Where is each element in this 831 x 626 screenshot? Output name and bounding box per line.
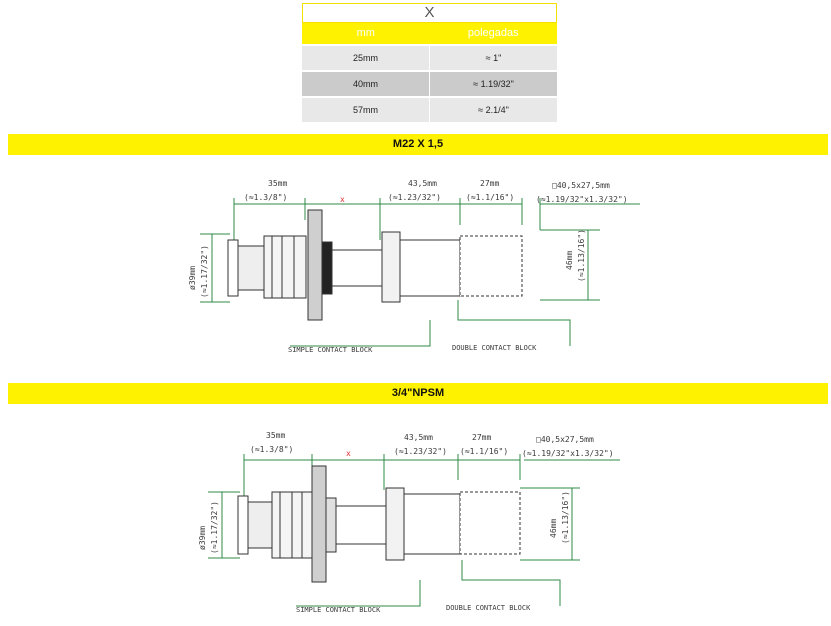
label-simple-contact-block: SIMPLE CONTACT BLOCK (288, 346, 373, 354)
table-row (302, 44, 557, 70)
cell-inches: ≈ 1.19/32" (429, 72, 557, 96)
section-title-m22: M22 X 1,5 (8, 134, 828, 155)
dim-height-in: (≈1.13/16") (577, 229, 586, 282)
label-double-contact-block: DOUBLE CONTACT BLOCK (452, 344, 537, 352)
section-title-npsm: 3/4"NPSM (8, 383, 828, 404)
cell-inches: ≈ 2.1/4" (429, 98, 557, 122)
dim-43mm: 43,5mm (408, 179, 437, 188)
dim-square: □40,5x27,5mm (536, 435, 594, 444)
col-header-polegadas: polegadas (467, 27, 519, 39)
dim-height-in: (≈1.13/16") (561, 491, 570, 544)
dim-35mm-in: (≈1.3/8") (244, 193, 288, 202)
label-simple-contact-block: SIMPLE CONTACT BLOCK (296, 606, 381, 614)
dim-height: 46mm (565, 250, 574, 270)
cell-mm: 57mm (352, 105, 378, 115)
cell-inches: ≈ 1" (429, 46, 557, 70)
dim-27mm-in: (≈1.1/16") (466, 193, 515, 202)
dim-43mm-in: (≈1.23/32") (394, 447, 447, 456)
cell-mm: 40mm (352, 79, 378, 89)
label-double-contact-block: DOUBLE CONTACT BLOCK (446, 604, 531, 612)
x-conversion-table (302, 3, 557, 122)
table-header-row (302, 23, 557, 44)
col-header-mm: mm (356, 27, 375, 39)
dim-27mm-in: (≈1.1/16") (460, 447, 509, 456)
drawing-npsm (0, 420, 831, 626)
dim-27mm: 27mm (472, 433, 492, 442)
table-title: X (302, 3, 557, 23)
table-row (302, 96, 557, 122)
dim-35mm-in: (≈1.3/8") (250, 445, 294, 454)
dim-35mm: 35mm (268, 179, 288, 188)
dim-square-in: (≈1.19/32"x1.3/32") (536, 195, 628, 204)
dim-x: x (346, 449, 351, 458)
dim-diameter: ø39mm (198, 525, 207, 550)
dim-x: x (340, 195, 345, 204)
dim-43mm: 43,5mm (404, 433, 433, 442)
dim-35mm: 35mm (266, 431, 286, 440)
dim-diameter-in: (≈1.17/32") (210, 501, 219, 554)
push-button-drawing (228, 210, 522, 320)
dim-diameter-in: (≈1.17/32") (200, 245, 209, 298)
table-row (302, 70, 557, 96)
push-button-drawing (238, 466, 520, 582)
dim-diameter: ø39mm (188, 265, 197, 290)
dim-43mm-in: (≈1.23/32") (388, 193, 441, 202)
dim-27mm: 27mm (480, 179, 500, 188)
dim-height: 46mm (549, 518, 558, 538)
dim-square: □40,5x27,5mm (552, 181, 610, 190)
cell-mm: 25mm (352, 53, 378, 63)
dim-square-in: (≈1.19/32"x1.3/32") (522, 449, 614, 458)
drawing-m22 (0, 170, 831, 360)
